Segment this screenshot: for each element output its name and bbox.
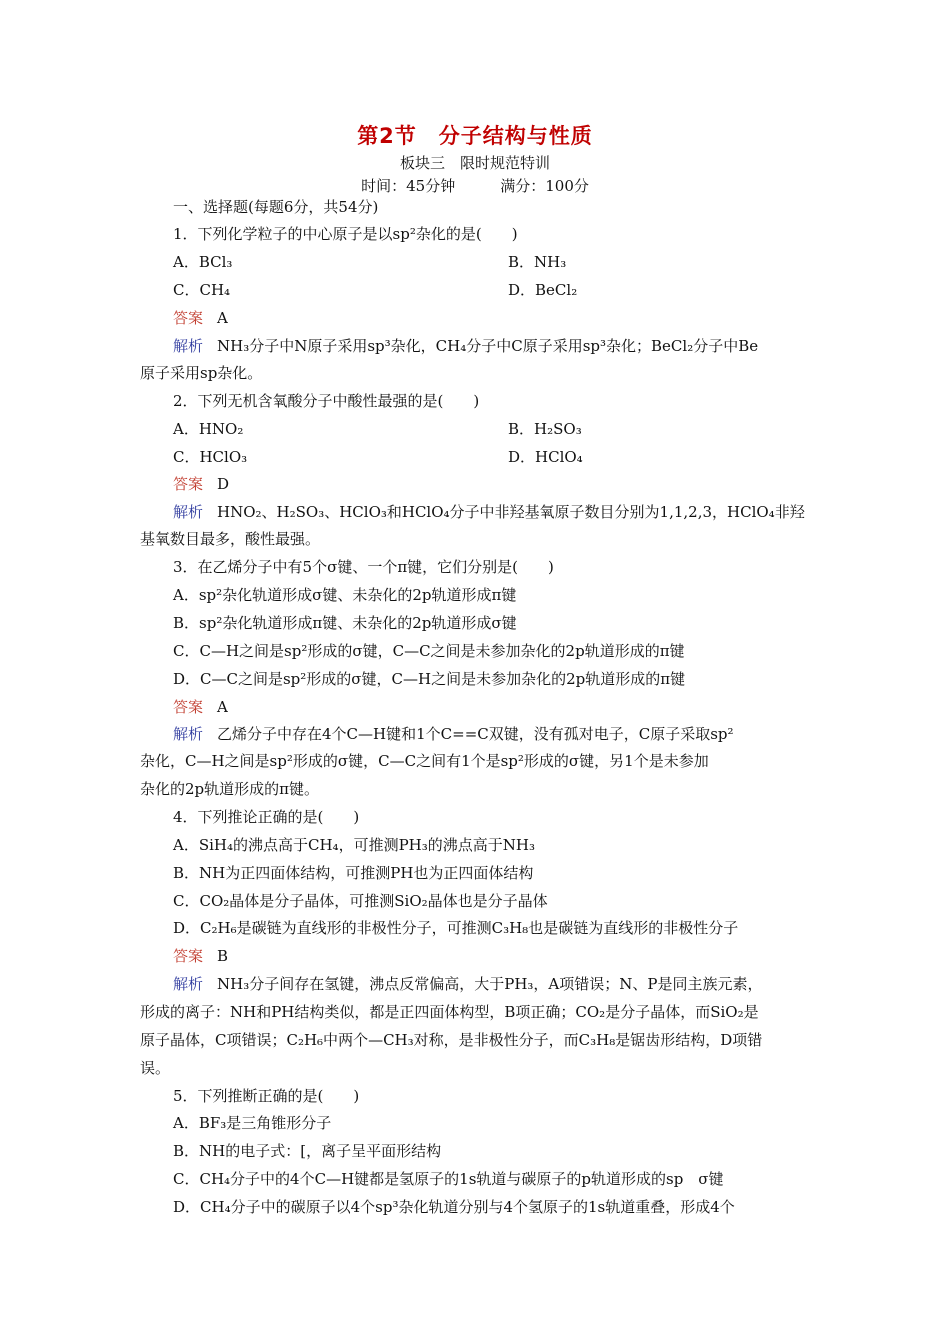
q2-analysis-line-1: HNO₂、H₂SO₃、HClO₃和HClO₄分子中非羟基氧原子数目分别为1,1,2,3，HClO₄非羟 (217, 503, 805, 521)
q1-analysis (173, 336, 758, 356)
analysis-label: 解析 (173, 503, 204, 521)
q1-answer-value: A (217, 309, 228, 327)
q4-option-a: A．SiH₄的沸点高于CH₄，可推测PH₃的沸点高于NH₃ (173, 836, 535, 854)
q1-analysis-line-2: 原子采用sp杂化。 (140, 364, 263, 382)
q3-option-d: D．C—C之间是sp²形成的σ键，C—H之间是未参加杂化的2p轨道形成的π键 (173, 670, 686, 688)
q1-option-b: B．NH₃ (508, 253, 567, 271)
q4-answer (173, 946, 228, 966)
q2-analysis (173, 502, 805, 522)
analysis-label: 解析 (173, 337, 204, 355)
q3-answer (173, 697, 228, 717)
page-subtitle: 板块三 限时规范特训 (399, 154, 550, 172)
q2-option-d: D．HClO₄ (508, 448, 583, 466)
page-title: 第2节 分子结构与性质 (357, 124, 593, 148)
q1-answer (173, 308, 228, 328)
q3-analysis-line-3: 杂化的2p轨道形成的π键。 (140, 780, 320, 798)
q4-analysis-line-2: 形成的离子：NH和PH结构类似，都是正四面体构型，B项正确；CO₂是分子晶体，而SiO₂是 (140, 1003, 759, 1021)
analysis-label: 解析 (173, 975, 204, 993)
q3-analysis-line-1: 乙烯分子中存在4个C—H键和1个C==C双键，没有孤对电子，C原子采取sp² (217, 725, 734, 743)
q2-answer-value: D (217, 475, 230, 493)
q4-analysis-line-1: NH₃分子间存在氢键，沸点反常偏高，大于PH₃，A项错误；N、P是同主族元素， (217, 975, 763, 993)
q2-option-c: C．HClO₃ (173, 448, 248, 466)
time-score-line: 时间：45分钟 满分：100分 (361, 177, 589, 195)
q4-option-d: D．C₂H₆是碳链为直线形的非极性分子，可推测C₃H₈也是碳链为直线形的非极性分子 (173, 919, 739, 937)
q5-option-c: C．CH₄分子中的4个C—H键都是氢原子的1s轨道与碳原子的p轨道形成的sp σ键 (173, 1170, 724, 1188)
q5-option-b: B．NH的电子式：[，离子呈平面形结构 (173, 1142, 442, 1160)
q2-option-b: B．H₂SO₃ (508, 420, 582, 438)
q2-answer (173, 474, 229, 494)
q2-option-a: A．HNO₂ (173, 420, 244, 438)
q4-analysis-line-3: 原子晶体，C项错误；C₂H₆中两个—CH₃对称，是非极性分子，而C₃H₈是锯齿形结构，D项错 (140, 1031, 763, 1049)
q1-option-c: C．CH₄ (173, 281, 231, 299)
q3-answer-value: A (217, 698, 228, 716)
answer-label: 答案 (173, 947, 204, 965)
q3-stem: 3．在乙烯分子中有5个σ键、一个π键，它们分别是( ) (173, 558, 554, 576)
answer-label: 答案 (173, 475, 204, 493)
q5-option-a: A．BF₃是三角锥形分子 (173, 1114, 332, 1132)
q4-option-b: B．NH为正四面体结构，可推测PH也为正四面体结构 (173, 864, 534, 882)
q3-analysis-line-2: 杂化，C—H之间是sp²形成的σ键，C—C之间有1个是sp²形成的σ键，另1个是未参加 (140, 752, 709, 770)
q3-option-c: C．C—H之间是sp²形成的σ键，C—C之间是未参加杂化的2p轨道形成的π键 (173, 642, 685, 660)
q4-analysis (173, 974, 762, 994)
q5-option-d: D．CH₄分子中的碳原子以4个sp³杂化轨道分别与4个氢原子的1s轨道重叠，形成4个 (173, 1198, 735, 1216)
q4-answer-value: B (217, 947, 229, 965)
q1-option-d: D．BeCl₂ (508, 281, 578, 299)
q4-stem: 4．下列推论正确的是( ) (173, 808, 360, 826)
q5-stem: 5．下列推断正确的是( ) (173, 1087, 360, 1105)
q1-analysis-line-1: NH₃分子中N原子采用sp³杂化，CH₄分子中C原子采用sp³杂化；BeCl₂分子中Be (217, 337, 759, 355)
answer-label: 答案 (173, 698, 204, 716)
analysis-label: 解析 (173, 725, 204, 743)
q4-analysis-line-4: 误。 (140, 1059, 171, 1077)
q2-analysis-line-2: 基氧数目最多，酸性最强。 (140, 530, 321, 548)
q3-option-b: B．sp²杂化轨道形成π键、未杂化的2p轨道形成σ键 (173, 614, 517, 632)
q2-stem: 2．下列无机含氧酸分子中酸性最强的是( ) (173, 392, 480, 410)
q3-analysis (173, 724, 734, 744)
q3-option-a: A．sp²杂化轨道形成σ键、未杂化的2p轨道形成π键 (173, 586, 517, 604)
answer-label: 答案 (173, 309, 204, 327)
section-heading: 一、选择题(每题6分，共54分) (173, 198, 379, 216)
q1-option-a: A．BCl₃ (173, 253, 233, 271)
q4-option-c: C．CO₂晶体是分子晶体，可推测SiO₂晶体也是分子晶体 (173, 892, 548, 910)
q1-stem: 1．下列化学粒子的中心原子是以sp²杂化的是( ) (173, 225, 518, 243)
